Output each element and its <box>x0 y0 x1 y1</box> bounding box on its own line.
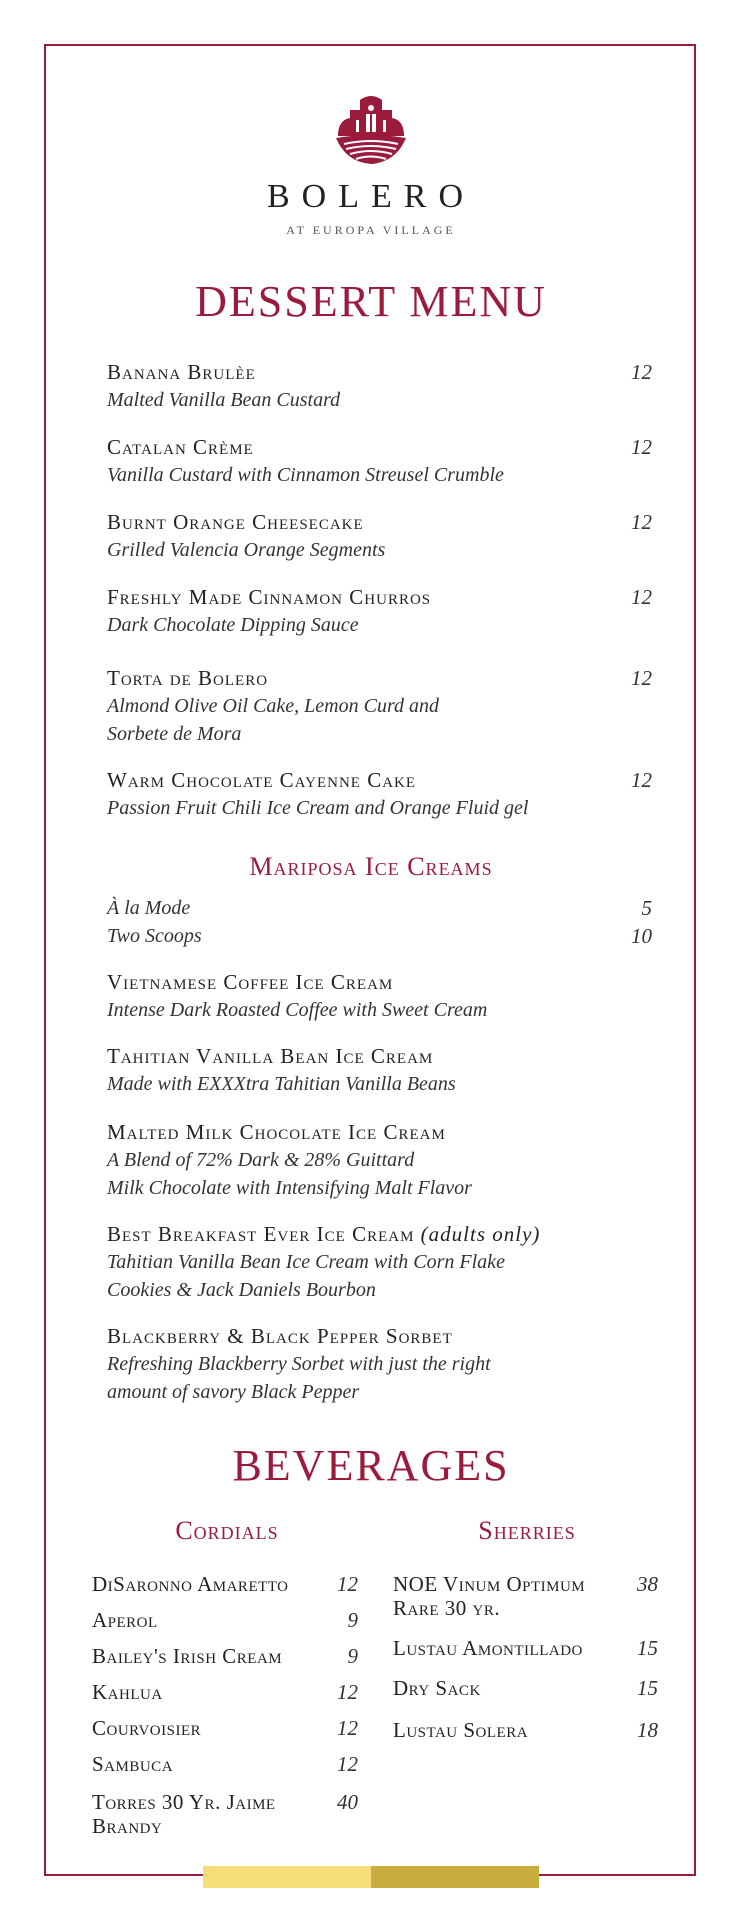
sherries-item <box>393 1718 658 1742</box>
cordials-price: 40 <box>337 1790 358 1814</box>
cordials-name: Bailey's Irish Cream <box>92 1644 283 1668</box>
dessert-description: Dark Chocolate Dipping Sauce <box>107 614 359 636</box>
bolero-logo-icon <box>326 92 416 172</box>
sherries-name: Lustau Solera <box>393 1718 529 1742</box>
ice-cream-item <box>107 1042 652 1098</box>
dessert-item <box>107 664 652 748</box>
ice-cream-item <box>107 1118 652 1202</box>
sherries-name: Rare 30 yr. <box>393 1596 501 1620</box>
winery-logo <box>0 92 742 172</box>
dessert-name: Burnt Orange Cheesecake <box>107 510 364 534</box>
ice-cream-name-text: Best Breakfast Ever Ice Cream <box>107 1222 415 1246</box>
sherries-price: 38 <box>637 1572 658 1596</box>
cordials-name: Courvoisier <box>92 1716 202 1740</box>
ice-cream-name-text: Tahitian Vanilla Bean Ice Cream <box>107 1044 434 1068</box>
footer-bar-light <box>203 1866 371 1888</box>
cordials-item <box>92 1644 358 1668</box>
ice-cream-option <box>107 894 652 922</box>
ice-cream-title: Mariposa Ice Creams <box>249 852 493 881</box>
cordials-name: Brandy <box>92 1814 163 1838</box>
dessert-description: Passion Fruit Chili Ice Cream and Orange Fluid gel <box>107 797 529 819</box>
ice-cream-note: (adults only) <box>420 1222 541 1246</box>
dessert-item <box>107 508 652 564</box>
dessert-menu-title: DESSERT MENU <box>195 277 547 326</box>
cordials-item <box>92 1716 358 1740</box>
dessert-description: Vanilla Custard with Cinnamon Streusel Crumble <box>107 464 504 486</box>
ice-cream-option <box>107 922 652 950</box>
ice-cream-name <box>107 1322 652 1350</box>
dessert-price: 12 <box>631 768 652 792</box>
cordials-price: 9 <box>347 1608 358 1632</box>
ice-cream-name-text: Vietnamese Coffee Ice Cream <box>107 970 394 994</box>
ice-cream-description: Intense Dark Roasted Coffee with Sweet Cream <box>107 999 488 1021</box>
dessert-price: 12 <box>631 435 652 459</box>
dessert-name: Catalan Crème <box>107 435 254 459</box>
ice-cream-item <box>107 1220 652 1304</box>
sherries-title: Sherries <box>478 1516 576 1545</box>
sherries-item <box>393 1636 658 1660</box>
ice-cream-description: Tahitian Vanilla Bean Ice Cream with Corn Flake <box>107 1251 505 1273</box>
beverages-title: BEVERAGES <box>232 1441 510 1490</box>
cordials-title: Cordials <box>175 1516 279 1545</box>
dessert-item <box>107 766 652 822</box>
ice-cream-item <box>107 1322 652 1406</box>
ice-cream-item <box>107 968 652 1024</box>
brand-name: BOLERO <box>267 178 475 215</box>
ice-cream-name <box>107 1220 652 1248</box>
cordials-name: Kahlua <box>92 1680 163 1704</box>
sherries-price: 18 <box>637 1718 658 1742</box>
sherries-item <box>393 1572 658 1620</box>
dessert-price: 12 <box>631 360 652 384</box>
cordials-price: 9 <box>347 1644 358 1668</box>
sherries-price: 15 <box>637 1636 658 1660</box>
dessert-name: Banana Brulèe <box>107 360 256 384</box>
dessert-description: Grilled Valencia Orange Segments <box>107 539 386 561</box>
ice-cream-description: Made with EXXXtra Tahitian Vanilla Beans <box>107 1073 456 1095</box>
option-price: 5 <box>641 896 652 920</box>
sherries-price: 15 <box>637 1676 658 1700</box>
dessert-item <box>107 433 652 489</box>
footer-bar-dark <box>371 1866 539 1888</box>
sherries-name: Lustau Amontillado <box>393 1636 583 1660</box>
brand-subtitle: AT EUROPA VILLAGE <box>286 223 456 237</box>
sherries-name: Dry Sack <box>393 1676 481 1700</box>
ice-cream-name-text: Blackberry & Black Pepper Sorbet <box>107 1324 453 1348</box>
dessert-description: Almond Olive Oil Cake, Lemon Curd and <box>107 695 440 717</box>
ice-cream-name <box>107 1118 652 1146</box>
dessert-description: Malted Vanilla Bean Custard <box>107 389 341 411</box>
ice-cream-name-text: Malted Milk Chocolate Ice Cream <box>107 1120 446 1144</box>
cordials-item <box>92 1752 358 1776</box>
dessert-name: Freshly Made Cinnamon Churros <box>107 585 432 609</box>
option-label: À la Mode <box>107 897 191 919</box>
cordials-name: Sambuca <box>92 1752 174 1776</box>
ice-cream-description: A Blend of 72% Dark & 28% Guittard <box>107 1149 415 1171</box>
cordials-item <box>92 1608 358 1632</box>
ice-cream-description: Milk Chocolate with Intensifying Malt Flavor <box>107 1177 472 1199</box>
dessert-name: Torta de Bolero <box>107 666 269 690</box>
ice-cream-description: Refreshing Blackberry Sorbet with just the right <box>107 1353 491 1375</box>
dessert-item <box>107 358 652 414</box>
cordials-item <box>92 1680 358 1704</box>
dessert-price: 12 <box>631 510 652 534</box>
dessert-name: Warm Chocolate Cayenne Cake <box>107 768 417 792</box>
cordials-name: Aperol <box>92 1608 158 1632</box>
cordials-name: Torres 30 Yr. Jaime <box>92 1790 276 1814</box>
sherries-item <box>393 1676 658 1700</box>
ice-cream-description: amount of savory Black Pepper <box>107 1381 360 1403</box>
dessert-item <box>107 583 652 639</box>
dessert-description: Sorbete de Mora <box>107 723 242 745</box>
ice-cream-description: Cookies & Jack Daniels Bourbon <box>107 1279 376 1301</box>
cordials-item <box>92 1790 358 1838</box>
ice-cream-name <box>107 1042 652 1070</box>
sherries-name: NOE Vinum Optimum <box>393 1572 586 1596</box>
cordials-price: 12 <box>337 1680 358 1704</box>
cordials-name: DiSaronno Amaretto <box>92 1572 289 1596</box>
ice-cream-name <box>107 968 652 996</box>
cordials-price: 12 <box>337 1716 358 1740</box>
dessert-price: 12 <box>631 666 652 690</box>
cordials-price: 12 <box>337 1752 358 1776</box>
cordials-item <box>92 1572 358 1596</box>
dessert-price: 12 <box>631 585 652 609</box>
option-price: 10 <box>631 924 652 948</box>
cordials-price: 12 <box>337 1572 358 1596</box>
option-label: Two Scoops <box>107 925 202 947</box>
